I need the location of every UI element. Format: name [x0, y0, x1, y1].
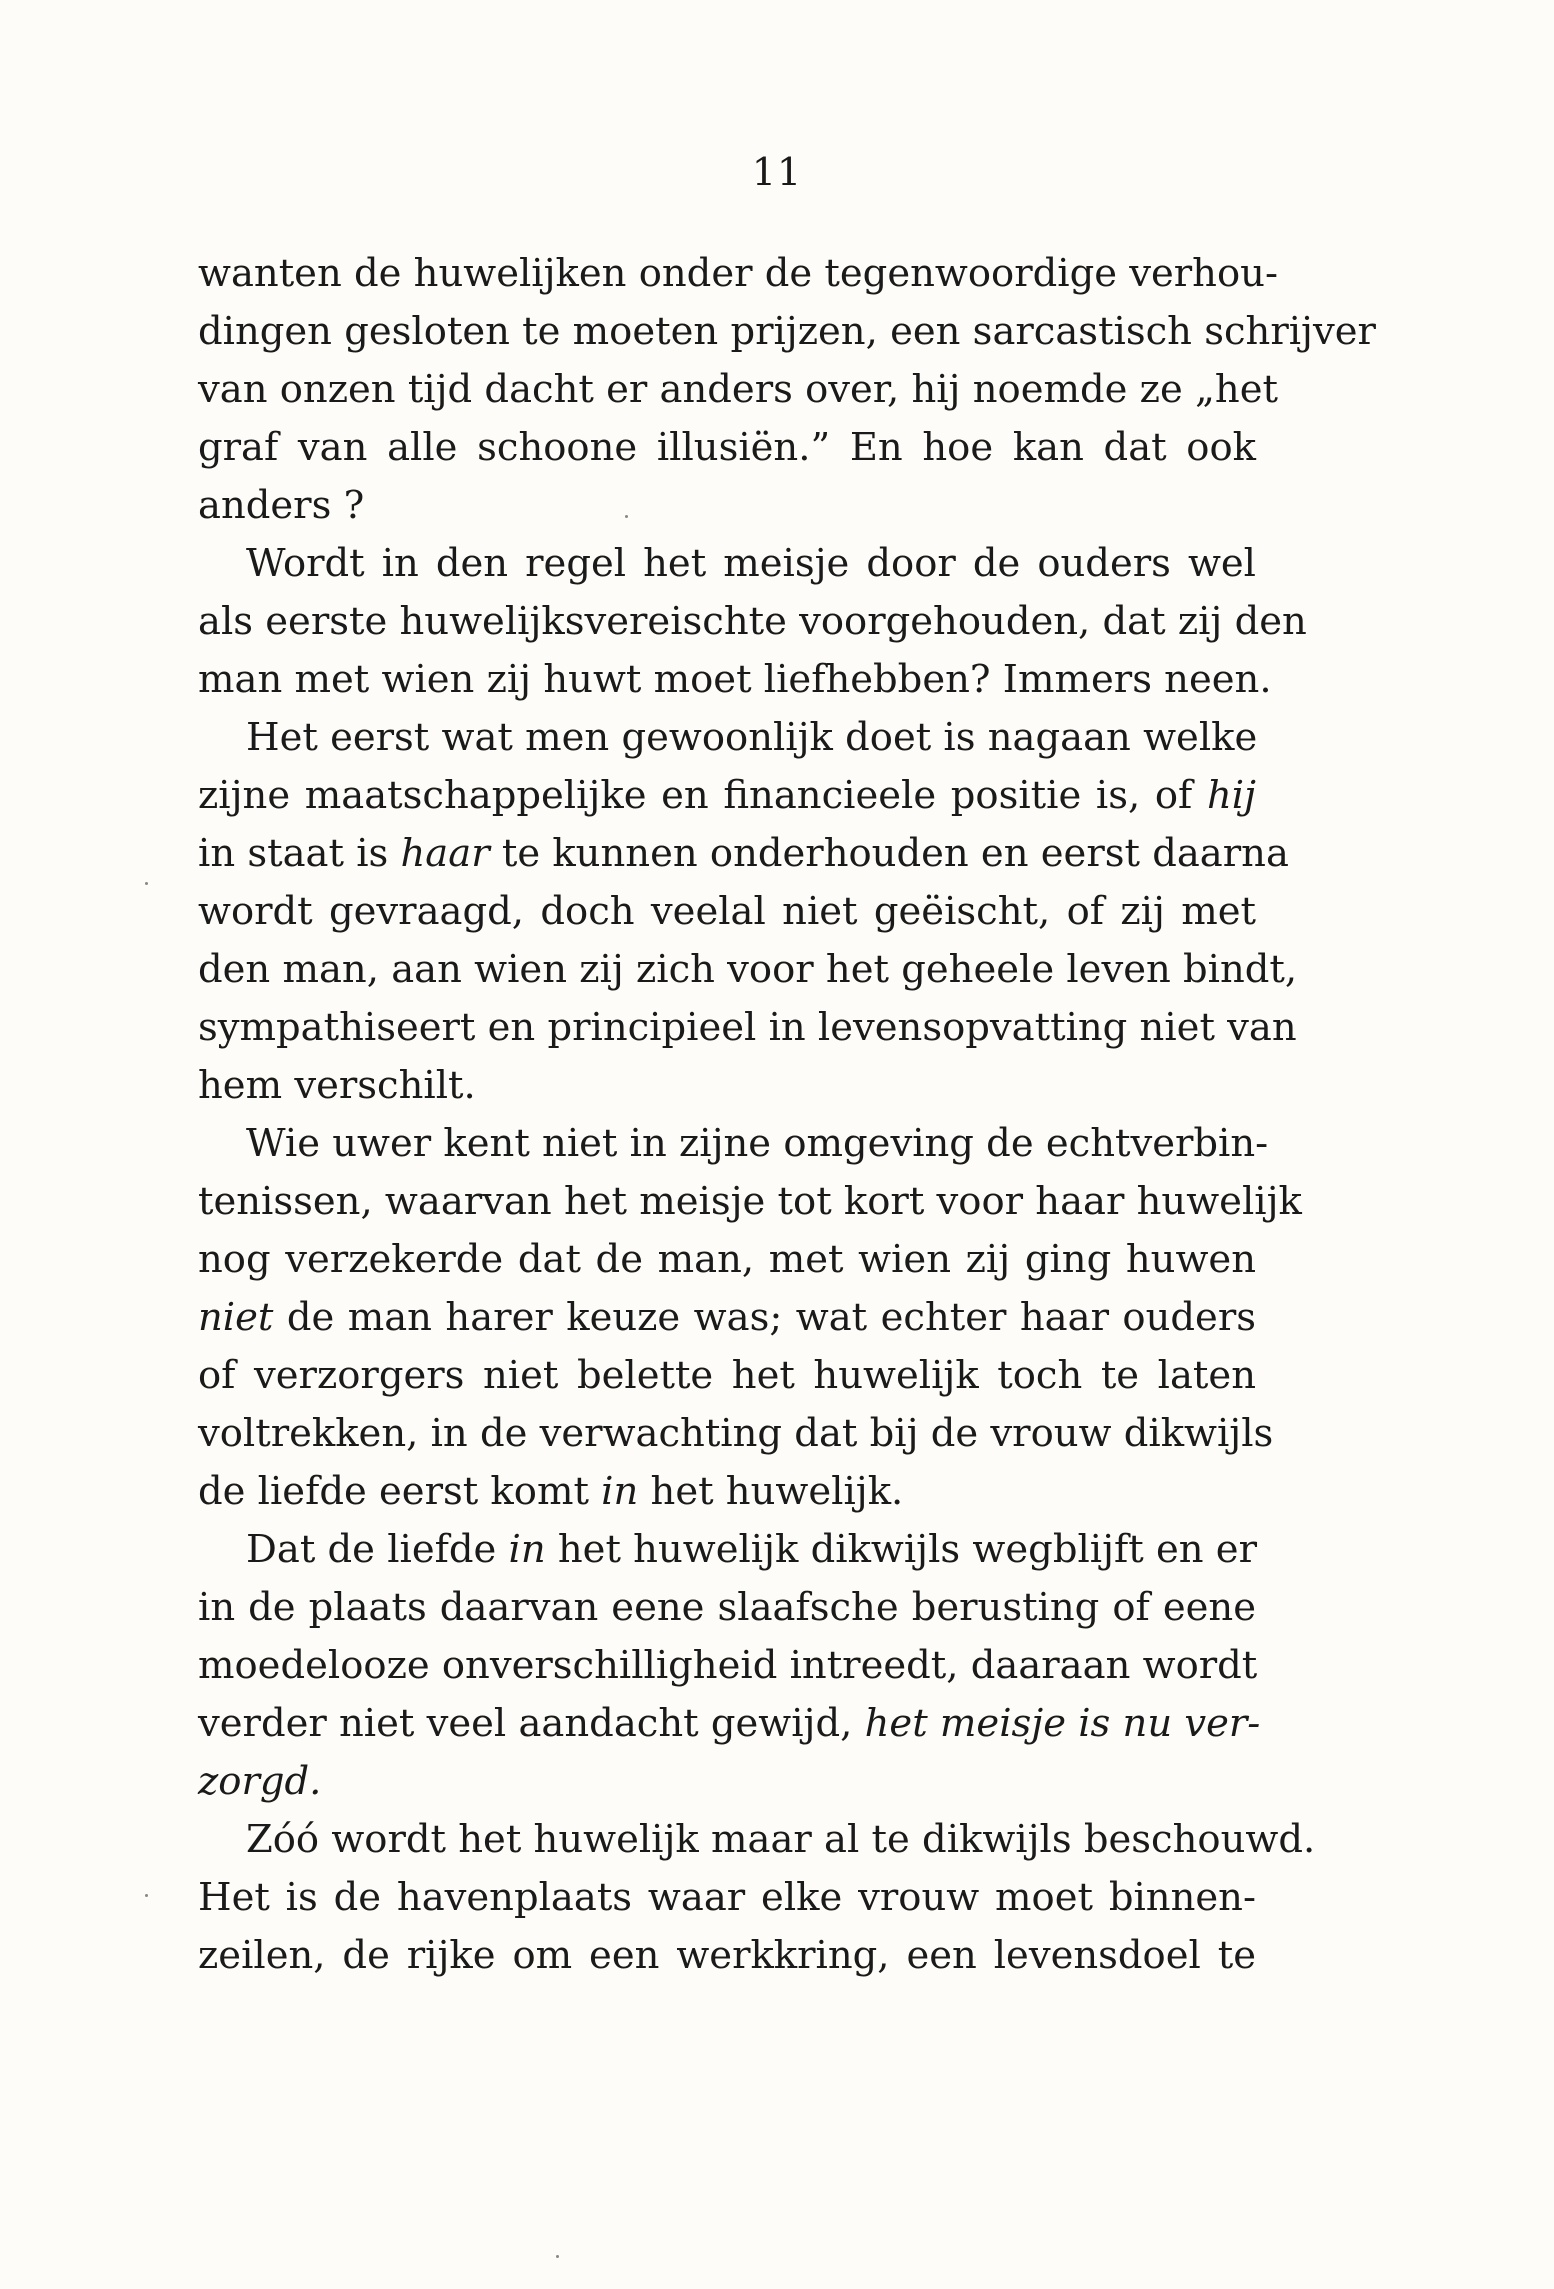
paper-speck	[145, 882, 148, 885]
text-line	[198, 1869, 1256, 1927]
text-span: moedelooze onverschilligheid intreedt, daaraan wordt	[198, 1643, 1258, 1688]
italic-text: haar	[400, 831, 490, 876]
text-span: de liefde eerst komt	[198, 1469, 602, 1514]
text-span: wordt gevraagd, doch veelal niet geëischt, of zij met	[198, 889, 1256, 934]
body-text	[198, 245, 1376, 1985]
italic-text: zorgd.	[198, 1759, 322, 1804]
paper-speck	[145, 1894, 148, 1897]
text-line	[198, 1927, 1256, 1985]
text-line	[198, 651, 1272, 709]
text-span: hem verschilt.	[198, 1063, 476, 1108]
text-line	[198, 477, 1256, 535]
text-line	[198, 999, 1297, 1057]
text-line	[198, 1347, 1256, 1405]
text-span: zeilen, de rijke om een werkkring, een levensdoel te	[198, 1933, 1256, 1978]
text-span: in staat is	[198, 831, 401, 876]
text-span: als eerste huwelijksvereischte voorgehouden, dat zij den	[198, 599, 1307, 644]
text-line	[198, 1637, 1256, 1695]
text-span: voltrekken, in de verwachting dat bij de vrouw dikwijls	[198, 1411, 1274, 1456]
text-line	[198, 1463, 1256, 1521]
text-span: Wordt in den regel het meisje door de ouders wel	[246, 541, 1256, 586]
text-span: den man, aan wien zij zich voor het geheele leven bindt,	[198, 947, 1298, 992]
text-line	[198, 883, 1256, 941]
text-span: te kunnen onderhouden en eerst daarna	[489, 831, 1289, 876]
text-line	[198, 1173, 1302, 1231]
text-span: in de plaats daarvan eene slaafsche berusting of eene	[198, 1585, 1256, 1630]
text-line	[198, 1405, 1274, 1463]
text-span: of verzorgers niet belette het huwelijk toch te laten	[198, 1353, 1256, 1398]
text-line	[198, 825, 1289, 883]
text-span: sympathiseert en principieel in levensopvatting niet van	[198, 1005, 1297, 1050]
italic-text: het meisje is nu ver-	[864, 1701, 1261, 1746]
text-span: het huwelijk dikwijls wegblijft en er	[545, 1527, 1257, 1572]
text-span: Wie uwer kent niet in zijne omgeving de echtverbin-	[246, 1121, 1269, 1166]
text-line	[198, 593, 1307, 651]
paper-speck	[556, 2255, 559, 2258]
text-line	[198, 1579, 1256, 1637]
text-line	[198, 1289, 1256, 1347]
text-line	[198, 1057, 1256, 1115]
text-span: Het eerst wat men gewoonlijk doet is nagaan welke	[246, 715, 1258, 760]
text-line	[198, 1753, 1256, 1811]
text-span: de man harer keuze was; wat echter haar ouders	[273, 1295, 1256, 1340]
text-line	[198, 1115, 1269, 1173]
italic-text: hij	[1206, 773, 1256, 818]
text-line	[198, 245, 1278, 303]
italic-text: in	[508, 1527, 546, 1572]
text-line	[198, 419, 1256, 477]
page-number: 11	[751, 150, 803, 194]
text-line	[198, 709, 1256, 767]
text-span: dingen gesloten te moeten prijzen, een sarcastisch schrijver	[198, 309, 1376, 354]
text-line	[198, 1695, 1261, 1753]
text-line	[198, 303, 1376, 361]
text-span: Het is de havenplaats waar elke vrouw moet binnen-	[198, 1875, 1256, 1920]
text-span: nog verzekerde dat de man, met wien zij ging huwen	[198, 1237, 1256, 1282]
text-line	[198, 1521, 1256, 1579]
text-span: Zóó wordt het huwelijk maar al te dikwijls beschouwd.	[246, 1817, 1316, 1862]
text-line	[198, 1231, 1256, 1289]
text-line	[198, 767, 1256, 825]
text-line	[198, 1811, 1316, 1869]
paper-speck	[625, 515, 628, 518]
text-span: wanten de huwelijken onder de tegenwoordige verhou-	[198, 251, 1278, 296]
text-span: anders ?	[198, 483, 365, 528]
text-span: tenissen, waarvan het meisje tot kort voor haar huwelijk	[198, 1179, 1302, 1224]
text-span: van onzen tijd dacht er anders over, hij noemde ze „het	[198, 367, 1278, 412]
text-span: verder niet veel aandacht gewijd,	[198, 1701, 865, 1746]
text-line	[198, 941, 1298, 999]
text-line	[198, 535, 1256, 593]
italic-text: niet	[198, 1295, 274, 1340]
text-span: Dat de liefde	[246, 1527, 509, 1572]
text-span: het huwelijk.	[638, 1469, 904, 1514]
text-line	[198, 361, 1278, 419]
text-span: zijne maatschappelijke en financieele positie is, of	[198, 773, 1207, 818]
text-span: man met wien zij huwt moet liefhebben? Immers neen.	[198, 657, 1272, 702]
italic-text: in	[601, 1469, 639, 1514]
text-span: graf van alle schoone illusiën.” En hoe kan dat ook	[198, 425, 1256, 470]
